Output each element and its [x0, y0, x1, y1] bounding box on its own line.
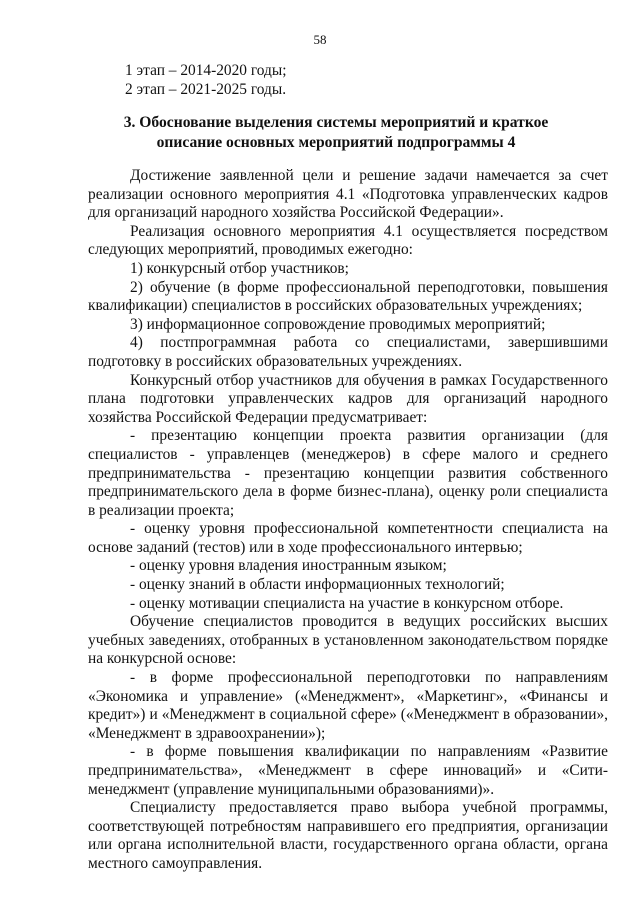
dash-item-presentation: - презентацию концепции проекта развития организации (для специалистов - управленцев (менеджеров) в сфере малого и среднего предпринимательства - презентацию концепции развития собственного предпринимательского дела в форме бизнес-плана), оценку роли специалиста в реализации проекта; — [88, 427, 608, 519]
list-item-1: 1) конкурсный отбор участников; — [130, 259, 349, 277]
paragraph-selection: Конкурсный отбор участников для обучения в рамках Государственного плана подготовки управленческих кадров для организаций народного хозяйства Российской Федерации предусматривает: — [88, 371, 608, 426]
list-item-3: 3) информационное сопровождение проводимых мероприятий; — [130, 315, 546, 333]
dash-item-competence: - оценку уровня профессиональной компетентности специалиста на основе заданий (тестов) или в ходе профессионального интервью; — [88, 520, 608, 556]
stages-list — [125, 62, 286, 100]
dash-item-advanced-training: - в форме повышения квалификации по направлениям «Развитие предпринимательства», «Менеджмент в сфере инноваций» и «Сити-менеджмент (управление муниципальными образованиями)». — [88, 743, 608, 798]
paragraph-training: Обучение специалистов проводится в ведущих российских высших учебных заведениях, отобранных в установленном законодательством порядке на конкурсной основе: — [88, 613, 608, 668]
stage-1: 1 этап – 2014-2020 годы; — [125, 62, 287, 79]
dash-item-it: - оценку знаний в области информационных технологий; — [130, 576, 505, 594]
stage-2: 2 этап – 2021-2025 годы. — [125, 81, 287, 98]
paragraph-goal: Достижение заявленной цели и решение задачи намечается за счет реализации основного мероприятия 4.1 «Подготовка управленческих кадров для организаций народного хозяйства Российской Федерации». — [88, 167, 608, 222]
page-number: 58 — [313, 32, 327, 47]
dash-item-language: - оценку уровня владения иностранным языком; — [130, 557, 447, 575]
section-heading-line-2: описание основных мероприятий подпрограммы 4 — [156, 134, 516, 151]
section-body — [88, 167, 608, 874]
section-heading — [80, 113, 592, 153]
paragraph-implementation: Реализация основного мероприятия 4.1 осуществляется посредством следующих мероприятий, проводимых ежегодно: — [88, 222, 608, 259]
dash-item-retraining: - в форме профессиональной переподготовки по направлениям «Экономика и управление» («Менеджмент», «Маркетинг», «Финансы и кредит») и «Менеджмент в социальной сфере» («Менеджмент в образовании», «Менеджмент в здравоохранении»); — [88, 669, 608, 742]
list-item-2: 2) обучение (в форме профессиональной переподготовки, повышения квалификации) специалистов в российских образовательных учреждениях; — [88, 278, 608, 315]
list-item-4: 4) постпрограммная работа со специалистами, завершившими подготовку в российских образовательных учреждениях. — [88, 334, 608, 370]
section-heading-line-1: 3. Обоснование выделения системы мероприятий и краткое — [123, 114, 549, 131]
paragraph-program-choice: Специалисту предоставляется право выбора учебной программы, соответствующей потребностям направившего его предприятия, организации или органа исполнительной власти, государственного органа области, органа местного самоуправления. — [88, 799, 608, 872]
dash-item-motivation: - оценку мотивации специалиста на участие в конкурсном отборе. — [130, 594, 564, 612]
